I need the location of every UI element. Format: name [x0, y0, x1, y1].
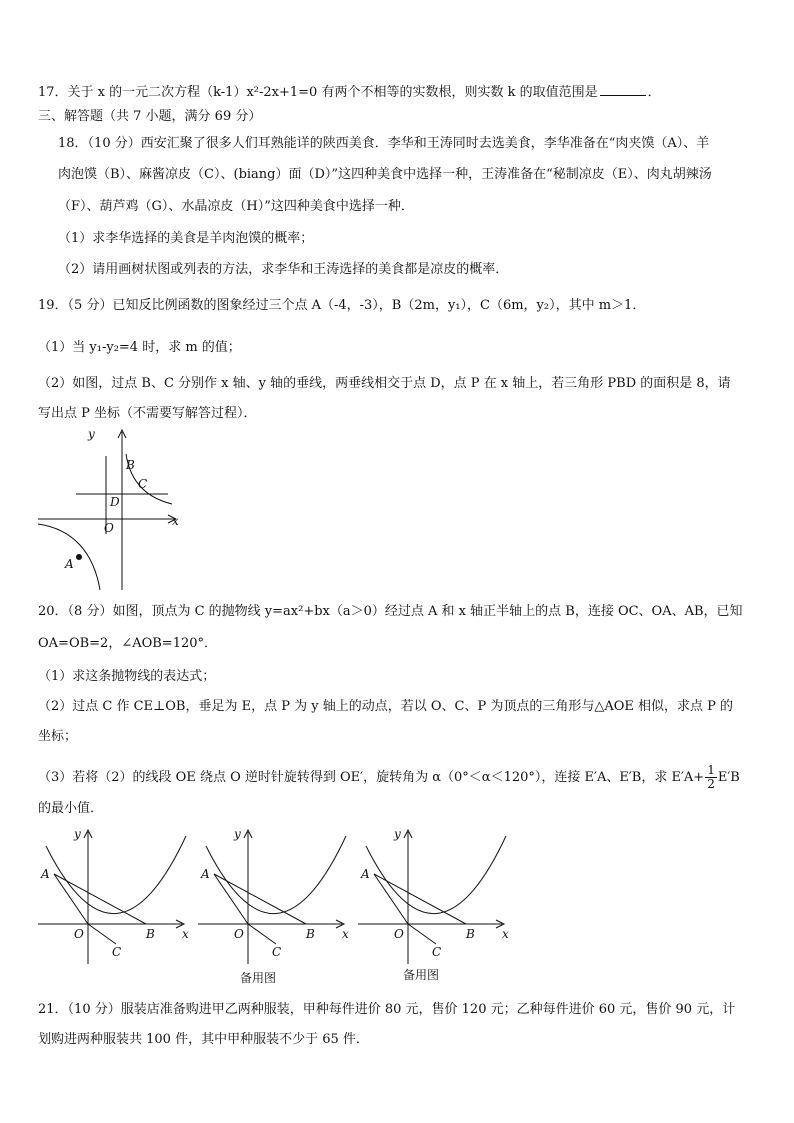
question-18-sub-1: （1）求李华选择的美食是羊肉泡馍的概率； [58, 231, 314, 246]
label-x: x [502, 927, 509, 941]
label-o: O [74, 927, 84, 941]
label-d: D [110, 495, 120, 509]
segment-ab [374, 874, 466, 924]
label-b: B [306, 927, 315, 941]
question-17 [38, 83, 760, 102]
question-19-sub-2b: 写出点 P 坐标（不需要写解答过程）． [38, 406, 257, 421]
question-20-sub-1: （1）求这条抛物线的表达式； [38, 669, 216, 684]
question-18-line-1: 18．（10 分）西安汇聚了很多人们耳熟能详的陕西美食．李华和王涛同时去选美食，李华准备在“肉夹馍（A）、羊 [58, 136, 710, 151]
question-20-sub-3a [38, 764, 760, 791]
segment-oc [88, 924, 116, 944]
question-19-line-1: 19．（5 分）已知反比例函数的图象经过三个点 A（-4，-3），B（2m，y₁），C（6m，y₂），其中 m＞1． [38, 298, 646, 313]
question-19-figure [34, 424, 184, 594]
question-20-line-1: 20．（8 分）如图，顶点为 C 的抛物线 y=ax²+bx（a＞0）经过点 A 和 x 轴正半轴上的点 B，连接 OC、OA、AB，已知 [38, 604, 743, 619]
question-21-line-1: 21．（10 分）服装店准备购进甲乙两种服装，甲种每件进价 80 元，售价 120 元；乙种每件进价 60 元，售价 90 元，计 [38, 1002, 736, 1017]
label-o: O [394, 927, 404, 941]
label-o: O [234, 927, 244, 941]
fraction-one-half [705, 764, 717, 791]
question-20-sub-3b: 的最小值． [38, 801, 104, 816]
fraction-denominator: 2 [707, 777, 715, 791]
question-18-line-2: 肉泡馍（B）、麻酱凉皮（C）、(biang）面（D）”这四种美食中选择一种，王涛准备在“秘制凉皮（E）、肉丸胡辣汤 [58, 167, 712, 182]
label-y: y [394, 827, 401, 841]
parabola [366, 836, 506, 914]
label-y: y [74, 827, 81, 841]
label-a: A [41, 867, 50, 881]
question-20-sub-3a-end: E′B [717, 770, 740, 785]
question-21-line-2: 划购进两种服装共 100 件，其中甲种服装不少于 65 件． [38, 1032, 369, 1047]
spare-figure-caption-1: 备用图 [240, 971, 277, 985]
spare-figure-caption-2: 备用图 [403, 968, 440, 982]
label-a: A [361, 867, 370, 881]
label-c: C [272, 945, 282, 959]
question-20-figure-main [36, 826, 196, 966]
segment-oc [248, 924, 276, 944]
label-c: C [138, 477, 148, 491]
label-a: A [65, 557, 74, 571]
question-20-figure-spare-1 [196, 826, 356, 966]
point-a-dot [76, 554, 82, 560]
answer-blank[interactable] [600, 83, 646, 96]
label-x: x [342, 927, 349, 941]
label-x: x [172, 514, 179, 528]
question-20-line-2: OA=OB=2，∠AOB=120°． [38, 636, 218, 651]
label-y: y [88, 427, 95, 441]
question-19-sub-1: （1）当 y₁-y₂=4 时，求 m 的值； [38, 340, 241, 355]
fraction-numerator: 1 [707, 763, 715, 777]
label-a: A [201, 867, 210, 881]
segment-oc [408, 924, 436, 944]
question-20-figure-spare-2 [356, 826, 516, 966]
label-o: O [104, 521, 114, 535]
label-b: B [466, 927, 475, 941]
segment-ab [54, 874, 146, 924]
question-19-sub-2a: （2）如图，过点 B、C 分别作 x 轴、y 轴的垂线，两垂线相交于点 D，点 P 在 x 轴上，若三角形 PBD 的面积是 8，请 [38, 376, 731, 391]
section-3-title: 三、解答题（共 7 小题，满分 69 分） [38, 109, 262, 124]
label-x: x [182, 927, 189, 941]
question-20-sub-3a-text: （3）若将（2）的线段 OE 绕点 O 逆时针旋转得到 OE′，旋转角为 α（0°＜α＜120°），连接 E′A、E′B，求 E′A+ [38, 770, 705, 785]
parabola [46, 836, 186, 914]
label-y: y [234, 827, 241, 841]
question-20-sub-2b: 坐标； [38, 729, 78, 744]
label-c: C [432, 945, 442, 959]
label-b: B [146, 927, 155, 941]
parabola [206, 836, 346, 914]
question-17-end: ． [647, 85, 661, 100]
segment-ab [214, 874, 306, 924]
question-18-sub-2: （2）请用画树状图或列表的方法，求李华和王涛选择的美食都是凉皮的概率． [58, 262, 509, 277]
question-20-sub-2a: （2）过点 C 作 CE⊥OB，垂足为 E，点 P 为 y 轴上的动点，若以 O、C、P 为顶点的三角形与△AOE 相似，求点 P 的 [38, 699, 734, 714]
question-18-line-3: （F）、葫芦鸡（G）、水晶凉皮（H）”这四种美食中选择一种． [58, 199, 414, 214]
label-b: B [126, 458, 135, 472]
label-c: C [112, 945, 122, 959]
question-17-text: 17．关于 x 的一元二次方程（k-1）x²-2x+1=0 有两个不相等的实数根，则实数 k 的取值范围是 [38, 85, 598, 100]
